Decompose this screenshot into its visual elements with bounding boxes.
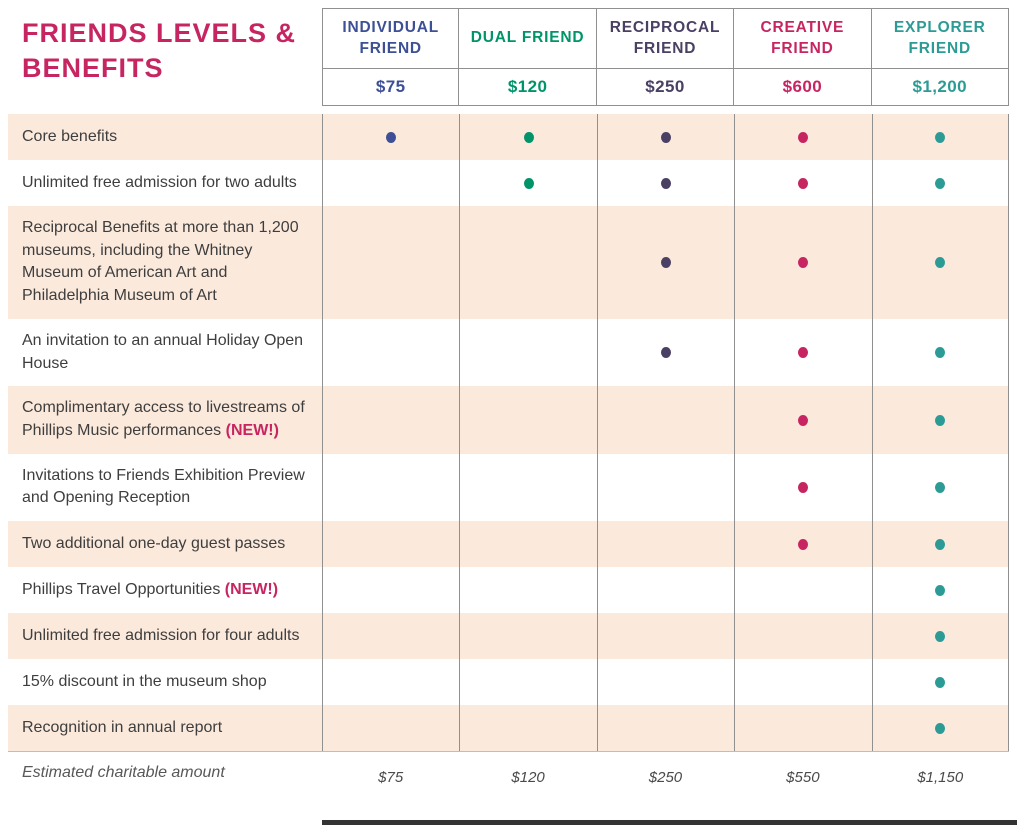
benefit-cell-individual [322, 521, 459, 567]
column-header-individual [322, 8, 459, 106]
benefit-cell-reciprocal [597, 659, 734, 705]
estimated-value-explorer: $1,150 [917, 768, 964, 786]
benefit-cell-individual [322, 659, 459, 705]
benefit-label-text: 15% discount in the museum shop [22, 672, 267, 690]
benefit-label-text: Core benefits [22, 127, 118, 145]
included-dot [798, 178, 808, 189]
benefit-cell-explorer [872, 659, 1009, 705]
benefit-cell-individual [322, 705, 459, 751]
benefit-cell-creative [734, 567, 871, 613]
included-dot [661, 132, 671, 143]
page-title: FRIENDS LEVELS & BENEFITS [22, 18, 297, 84]
included-dot [798, 257, 808, 268]
benefit-cell-reciprocal [597, 521, 734, 567]
benefit-cell-dual [459, 386, 596, 453]
benefit-cell-individual [322, 386, 459, 453]
included-dot [524, 178, 534, 189]
benefit-cell-individual [322, 160, 459, 206]
table-header [8, 8, 1009, 106]
benefit-label [8, 521, 322, 567]
benefit-cell-explorer [872, 114, 1009, 160]
table-row [8, 160, 1009, 206]
estimated-value-reciprocal: $250 [648, 768, 683, 786]
column-price-individual: $75 [375, 77, 406, 96]
benefit-cell-creative [734, 521, 871, 567]
benefit-cell-explorer [872, 386, 1009, 453]
benefit-label [8, 160, 322, 206]
benefit-cell-explorer [872, 521, 1009, 567]
included-dot [935, 347, 945, 358]
included-dot [935, 415, 945, 426]
benefit-cell-creative [734, 160, 871, 206]
benefit-cell-dual [459, 567, 596, 613]
included-dot [935, 723, 945, 734]
included-dot [798, 415, 808, 426]
benefit-cell-individual [322, 114, 459, 160]
benefit-cell-creative [734, 705, 871, 751]
table-row [8, 206, 1009, 319]
included-dot [935, 677, 945, 688]
benefit-cell-dual [459, 160, 596, 206]
benefit-cell-creative [734, 613, 871, 659]
estimated-value-dual: $120 [511, 768, 545, 786]
included-dot [798, 482, 808, 493]
estimated-value-creative: $550 [786, 768, 820, 786]
included-dot [661, 347, 671, 358]
column-name-explorer: EXPLORER FRIEND [872, 9, 1008, 69]
benefit-cell-dual [459, 114, 596, 160]
column-header-dual [459, 8, 596, 106]
footer-row [8, 756, 1009, 790]
benefit-cell-explorer [872, 160, 1009, 206]
table-row [8, 659, 1009, 705]
table-row [8, 454, 1009, 521]
benefit-cell-reciprocal [597, 114, 734, 160]
benefit-cell-individual [322, 454, 459, 521]
footer-label: Estimated charitable amount [22, 764, 225, 782]
benefit-cell-reciprocal [597, 567, 734, 613]
included-dot [935, 257, 945, 268]
benefit-cell-dual [459, 521, 596, 567]
benefit-cell-creative [734, 659, 871, 705]
included-dot [935, 132, 945, 143]
benefit-label-text: Unlimited free admission for four adults [22, 626, 300, 644]
benefit-cell-creative [734, 206, 871, 319]
benefit-cell-dual [459, 659, 596, 705]
benefit-label [8, 114, 322, 160]
included-dot [935, 482, 945, 493]
column-name-dual: DUAL FRIEND [459, 9, 595, 69]
table-row [8, 705, 1009, 751]
benefit-label [8, 319, 322, 386]
included-dot [935, 178, 945, 189]
benefit-cell-explorer [872, 319, 1009, 386]
benefit-cell-reciprocal [597, 160, 734, 206]
table-row [8, 521, 1009, 567]
benefit-cell-creative [734, 454, 871, 521]
included-dot [798, 347, 808, 358]
benefit-label [8, 613, 322, 659]
benefit-cell-dual [459, 319, 596, 386]
benefit-label-text: Complimentary access to livestreams of Phillips Music performances (NEW!) [22, 399, 305, 440]
benefit-cell-reciprocal [597, 206, 734, 319]
benefit-label [8, 454, 322, 521]
estimated-value-individual: $75 [378, 768, 404, 786]
included-dot [798, 132, 808, 143]
benefit-label-text: Reciprocal Benefits at more than 1,200 museums, including the Whitney Museum of American Art and Philadelphia Museum of Art [22, 219, 299, 305]
included-dot [935, 585, 945, 596]
included-dot [935, 631, 945, 642]
benefit-label [8, 206, 322, 319]
table-row [8, 613, 1009, 659]
included-dot [798, 539, 808, 550]
column-price-creative: $600 [782, 77, 823, 96]
benefit-cell-explorer [872, 613, 1009, 659]
benefit-cell-creative [734, 319, 871, 386]
column-price-explorer: $1,200 [912, 77, 967, 96]
benefit-cell-explorer [872, 705, 1009, 751]
benefit-label-text: Two additional one-day guest passes [22, 534, 286, 552]
new-badge: (NEW!) [220, 580, 279, 598]
benefit-cell-individual [322, 319, 459, 386]
benefit-cell-individual [322, 206, 459, 319]
column-name-creative: CREATIVE FRIEND [734, 9, 870, 69]
benefit-cell-reciprocal [597, 386, 734, 453]
included-dot [935, 539, 945, 550]
benefit-cell-explorer [872, 567, 1009, 613]
benefit-cell-explorer [872, 206, 1009, 319]
benefit-cell-explorer [872, 454, 1009, 521]
column-price-reciprocal: $250 [645, 77, 685, 96]
included-dot [386, 132, 396, 143]
benefit-cell-creative [734, 114, 871, 160]
benefit-label-text: An invitation to an annual Holiday Open House [22, 331, 304, 372]
benefit-label [8, 659, 322, 705]
benefit-label-text: Invitations to Friends Exhibition Preview and Opening Reception [22, 466, 305, 507]
benefit-cell-individual [322, 613, 459, 659]
benefit-cell-dual [459, 705, 596, 751]
included-dot [661, 178, 671, 189]
new-badge: (NEW!) [221, 422, 279, 440]
benefit-label-text: Phillips Travel Opportunities (NEW!) [22, 580, 279, 598]
benefit-cell-reciprocal [597, 705, 734, 751]
benefit-cell-creative [734, 386, 871, 453]
benefit-cell-individual [322, 567, 459, 613]
benefits-rows [8, 114, 1009, 752]
benefit-label [8, 386, 322, 453]
column-header-explorer [872, 8, 1009, 106]
included-dot [661, 257, 671, 268]
benefit-label [8, 705, 322, 751]
bottom-bar [322, 820, 1017, 825]
benefit-label-text: Unlimited free admission for two adults [22, 173, 297, 191]
column-price-dual: $120 [507, 77, 548, 96]
benefit-cell-reciprocal [597, 319, 734, 386]
column-header-creative [734, 8, 871, 106]
table-row [8, 114, 1009, 160]
benefit-label-text: Recognition in annual report [22, 718, 223, 736]
column-name-individual: INDIVIDUAL FRIEND [323, 9, 458, 69]
benefit-cell-dual [459, 454, 596, 521]
benefit-cell-reciprocal [597, 613, 734, 659]
table-row [8, 386, 1009, 453]
benefit-cell-reciprocal [597, 454, 734, 521]
benefit-cell-dual [459, 613, 596, 659]
included-dot [524, 132, 534, 143]
table-row [8, 319, 1009, 386]
column-name-reciprocal: RECIPROCAL FRIEND [597, 9, 733, 69]
benefit-label [8, 567, 322, 613]
table-row [8, 567, 1009, 613]
benefit-cell-dual [459, 206, 596, 319]
column-header-reciprocal [597, 8, 734, 106]
